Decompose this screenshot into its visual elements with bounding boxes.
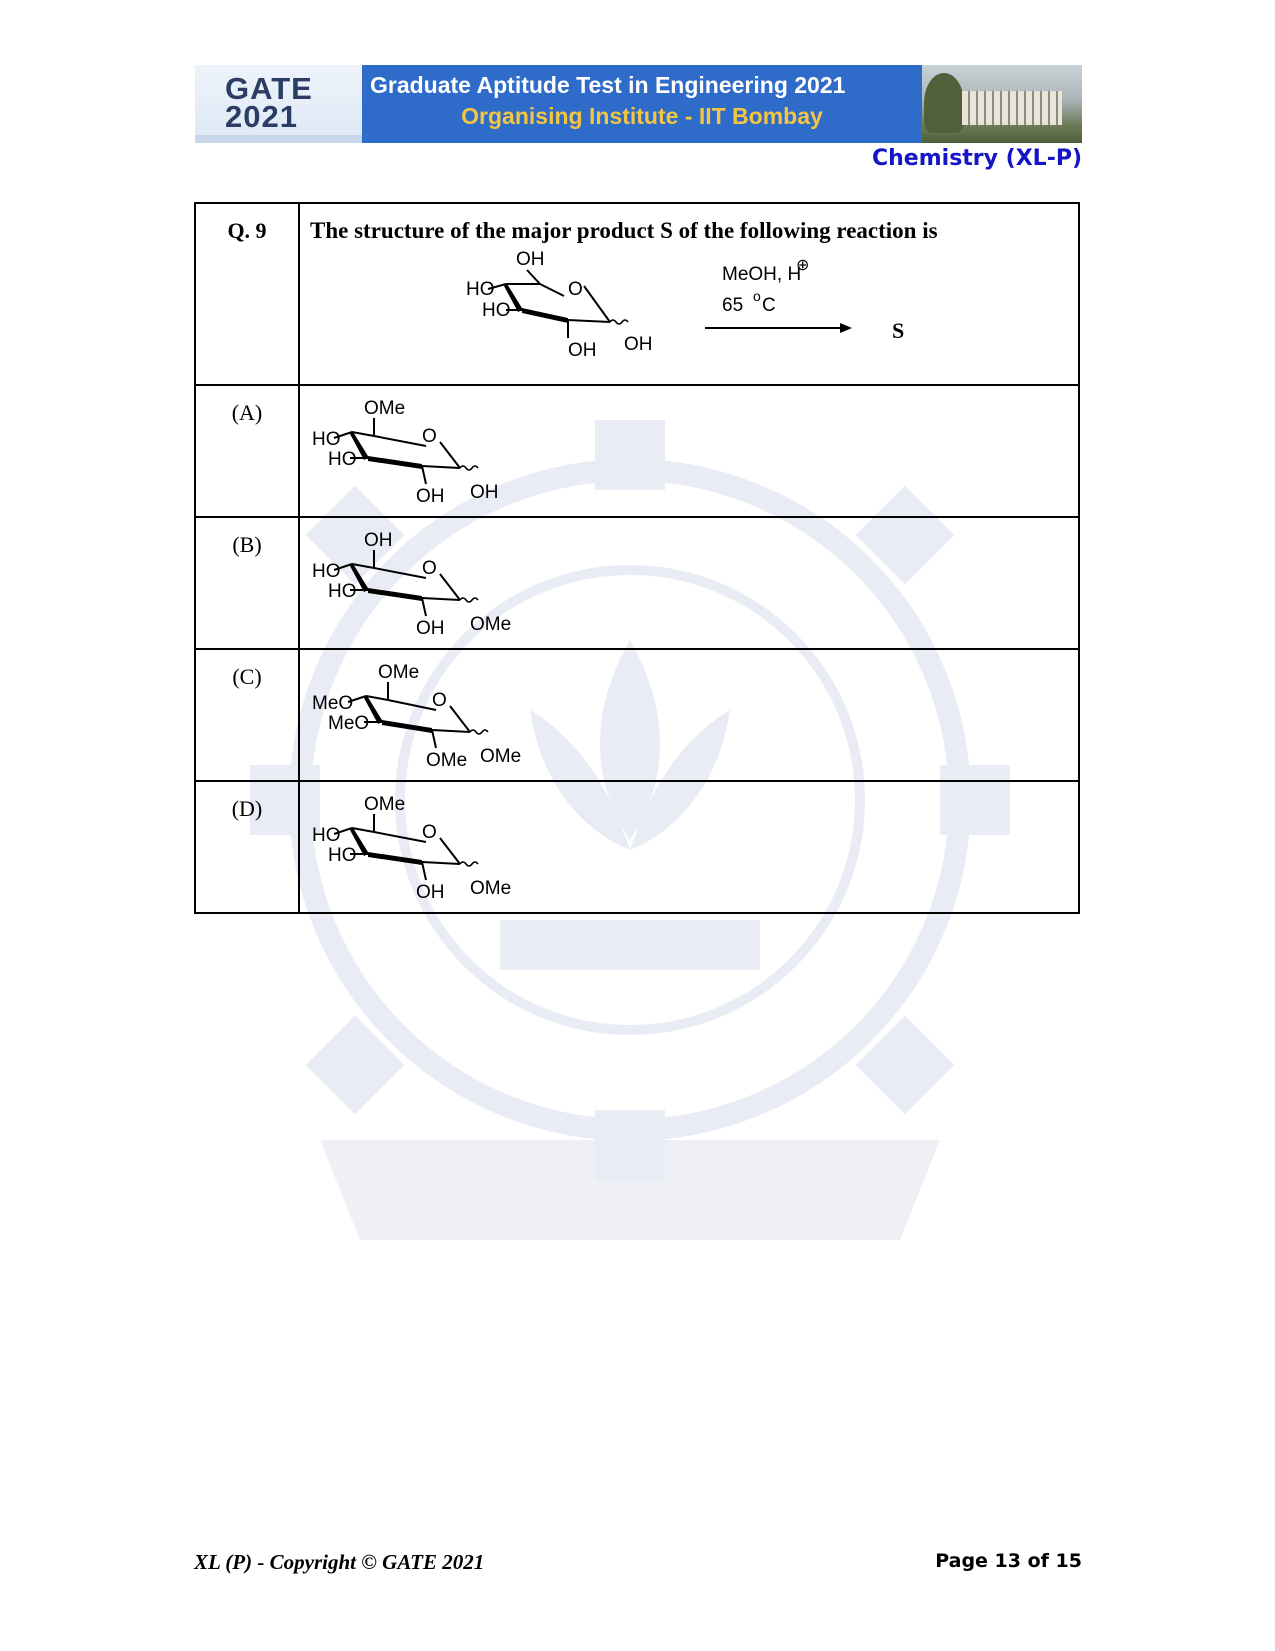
reagent-temperature: 65 — [722, 295, 744, 316]
footer-copyright: XL (P) - Copyright © GATE 2021 — [194, 1550, 485, 1574]
reaction-arrowhead — [840, 323, 852, 333]
question-row — [195, 203, 1079, 385]
option-c-c6-label: OMe — [378, 662, 420, 683]
option-d-c3-label: HO — [328, 845, 357, 866]
option-row-b — [195, 517, 1079, 649]
reactant-c6-label: OH — [516, 249, 545, 270]
option-b-c1-label: OMe — [470, 614, 512, 635]
option-row-a — [195, 385, 1079, 517]
option-label-cell — [195, 781, 299, 913]
option-a-c6-label: OMe — [364, 398, 406, 419]
option-label-cell — [195, 385, 299, 517]
option-label[interactable]: (D) — [231, 796, 263, 821]
option-structure-cell — [299, 781, 1079, 913]
question-number-cell — [195, 203, 299, 385]
reagent-charge: ⊕ — [796, 257, 810, 274]
option-structure-cell — [299, 517, 1079, 649]
reactant-c3-label: HO — [482, 300, 511, 321]
option-b-c3-label: HO — [328, 581, 357, 602]
reaction-scheme — [300, 204, 1080, 386]
option-c-c4-label: MeO — [312, 693, 354, 714]
option-b-structure[interactable] — [300, 518, 700, 650]
footer-page-number: Page 13 of 15 — [935, 1550, 1082, 1572]
option-row-c — [195, 649, 1079, 781]
reactant-c2-label: OH — [568, 340, 597, 361]
option-a-c2-label: OH — [416, 486, 445, 507]
question-table — [194, 202, 1080, 914]
option-c-c2-label: OMe — [426, 750, 468, 771]
option-c-structure[interactable] — [300, 650, 700, 782]
reactant-c4-label: HO — [466, 279, 495, 300]
reaction-conditions — [705, 257, 852, 333]
option-a-c3-label: HO — [328, 449, 357, 470]
option-structure-cell — [299, 649, 1079, 781]
subject-title: Chemistry (XL-P) — [872, 146, 1082, 171]
photo-building — [962, 91, 1062, 125]
option-d-c4-label: HO — [312, 825, 341, 846]
option-b-ring-o-label: O — [422, 558, 437, 579]
campus-photo — [922, 65, 1082, 143]
option-b-c4-label: HO — [312, 561, 341, 582]
question-number: Q. 9 — [227, 218, 267, 243]
option-c-c3-label: MeO — [328, 713, 370, 734]
logo-strip — [195, 135, 362, 143]
option-d-c6-label: OMe — [364, 794, 406, 815]
option-c-c1-label: OMe — [480, 746, 522, 767]
gate-logo — [195, 65, 362, 143]
option-label[interactable]: (C) — [232, 664, 262, 689]
option-d-c1-label: OMe — [470, 878, 512, 899]
option-d-structure[interactable] — [300, 782, 700, 914]
photo-tree — [924, 73, 964, 133]
option-a-structure[interactable] — [300, 386, 700, 518]
question-content-cell — [299, 203, 1079, 385]
option-label-cell — [195, 517, 299, 649]
header-banner — [195, 65, 1082, 143]
logo-text-gate: GATE — [225, 71, 313, 106]
reagent-degree: o — [753, 288, 761, 304]
option-row-d — [195, 781, 1079, 913]
reactant-ring-o-label: O — [568, 279, 583, 300]
option-label-cell — [195, 649, 299, 781]
product-label: S — [892, 318, 905, 343]
option-a-c4-label: HO — [312, 429, 341, 450]
logo-text-year: 2021 — [225, 99, 298, 134]
option-structure-cell — [299, 385, 1079, 517]
option-label[interactable]: (B) — [232, 532, 262, 557]
reagent-line1: MeOH, H — [722, 264, 802, 285]
question-text: The structure of the major product S of the following reaction is — [310, 218, 938, 243]
option-c-ring-o-label: O — [432, 690, 447, 711]
option-a-c1-label: OH — [470, 482, 499, 503]
organising-institute: Organising Institute - IIT Bombay — [461, 103, 823, 129]
option-b-c2-label: OH — [416, 618, 445, 639]
exam-title: Graduate Aptitude Test in Engineering 2021 — [370, 72, 846, 98]
option-d-c2-label: OH — [416, 882, 445, 903]
reagent-unit: C — [762, 295, 776, 316]
reactant-structure — [466, 249, 653, 361]
option-label[interactable]: (A) — [231, 400, 263, 425]
option-a-ring-o-label: O — [422, 426, 437, 447]
banner-title — [362, 65, 922, 143]
reactant-c1-label: OH — [624, 334, 653, 355]
option-d-ring-o-label: O — [422, 822, 437, 843]
option-b-c6-label: OH — [364, 530, 393, 551]
